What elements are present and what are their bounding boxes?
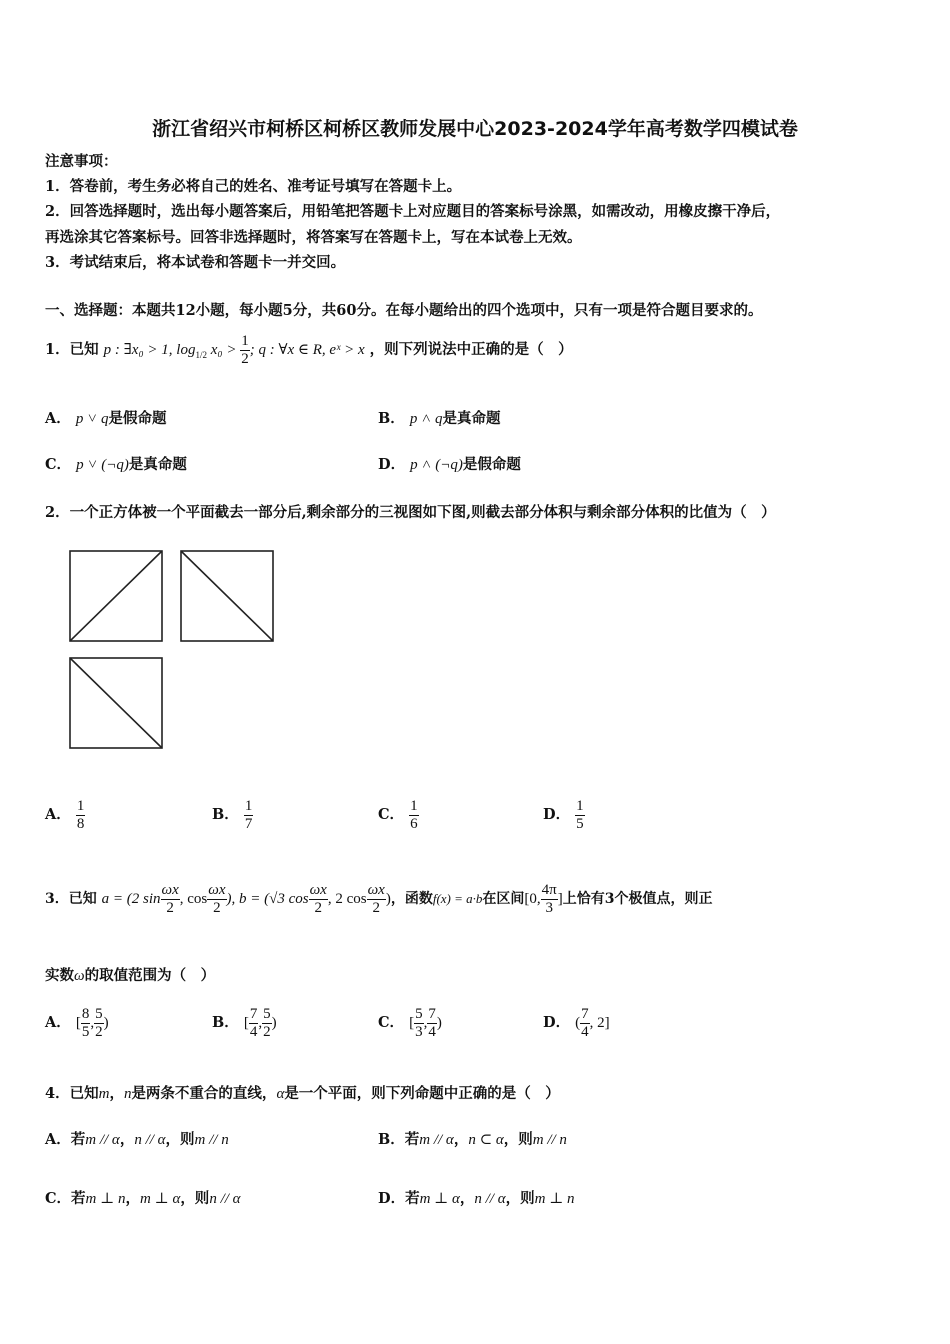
q3-option-c[interactable]: C． [ $\frac{5}{3}$ , $\frac{7}{4}$ ) <box>378 1005 442 1040</box>
notice-item-2a: 2．回答选择题时，选出每小题答案后，用铅笔把答题卡上对应题目的答案标号涂黑，如需改动，用橡皮擦干净后， <box>45 203 781 220</box>
q4-option-a[interactable]: A．若m // α，n // α，则m // n <box>45 1131 229 1148</box>
q1-fraction: $\frac{1}{2}$ <box>241 332 249 367</box>
q4-option-c[interactable]: C．若m ⊥ n，m ⊥ α，则n // α <box>45 1190 241 1207</box>
front-view-diagonal <box>70 551 162 641</box>
notice-item-2b: 再选涂其它答案标号。回答非选择题时，将答案写在答题卡上，写在本试卷上无效。 <box>45 229 582 246</box>
question-3-stem-line-2: 实数ω的取值范围为（ ） <box>45 967 216 984</box>
q1-option-a[interactable]: A． p ˅ q是假命题 <box>45 410 167 427</box>
q2-option-c[interactable]: C． $\frac{1}{6}$ <box>378 797 418 832</box>
q1-number: 1．已知 <box>45 341 99 358</box>
q2-option-a[interactable]: A． $\frac{1}{8}$ <box>45 797 85 832</box>
q3-option-d[interactable]: D． ( $\frac{7}{4}$ , 2] <box>543 1005 610 1040</box>
notice-item-1: 1．答卷前，考生务必将自己的姓名、准考证号填写在答题卡上。 <box>45 178 462 195</box>
section-1-heading: 一、选择题：本题共12小题，每小题5分，共60分。在每小题给出的四个选项中，只有一项是符合题目要求的。 <box>45 302 763 319</box>
q1-option-c[interactable]: C． p ˅ (¬q)是真命题 <box>45 456 187 473</box>
q3-option-b[interactable]: B． [ $\frac{7}{4}$ , $\frac{5}{2}$ ) <box>212 1005 277 1040</box>
q2-option-b[interactable]: B． $\frac{1}{7}$ <box>212 797 253 832</box>
q4-option-b[interactable]: B．若m // α，n ⊂ α，则m // n <box>378 1131 567 1148</box>
q3-option-a[interactable]: A． [ $\frac{8}{5}$ , $\frac{5}{2}$ ) <box>45 1005 109 1040</box>
notice-heading: 注意事项： <box>45 153 118 170</box>
q1-stem-tail: ，则下列说法中正确的是（ ） <box>369 341 573 358</box>
page-title: 浙江省绍兴市柯桥区柯桥区教师发展中心2023-2024学年高考数学四模试卷 <box>152 118 798 140</box>
q1-proposition-q: ; q : ∀x ∈ R, eˣ > x <box>249 342 365 358</box>
question-3-stem: 3．已知 a = (2 sin $\frac{\omega x}{2}$ , cos $\frac{\omega x}{2}$ ), b = (√3 cos $\frac{\omega x}{2}$ , 2 cos $\frac{\omega x}{2}$ )，函数f(x) = a·b在区间[0, $\frac{4\pi}{3}$ ]上恰有3个极值点，则正 <box>45 881 713 916</box>
q1-log-base: 1/2 <box>195 349 207 360</box>
q1-x0: x₀ > <box>206 342 241 358</box>
question-4-stem: 4．已知m，n是两条不重合的直线，α是一个平面，则下列命题中正确的是（ ） <box>45 1085 560 1102</box>
notice-item-3: 3．考试结束后，将本试卷和答题卡一并交回。 <box>45 254 346 271</box>
top-view-diagonal <box>70 658 162 748</box>
question-2-stem: 2．一个正方体被一个平面截去一部分后,剩余部分的三视图如下图,则截去部分体积与剩余部分体积的比值为（ ） <box>45 504 776 521</box>
q1-proposition-p: p : ∃x₀ > 1, log <box>103 342 196 358</box>
q1-option-b[interactable]: B． p ˄ q是真命题 <box>378 410 501 427</box>
side-view-diagonal <box>181 551 273 641</box>
q1-option-d[interactable]: D． p ˄ (¬q)是假命题 <box>378 456 521 473</box>
q2-option-d[interactable]: D． $\frac{1}{5}$ <box>543 797 584 832</box>
q4-option-d[interactable]: D．若m ⊥ α，n // α，则m ⊥ n <box>378 1190 575 1207</box>
